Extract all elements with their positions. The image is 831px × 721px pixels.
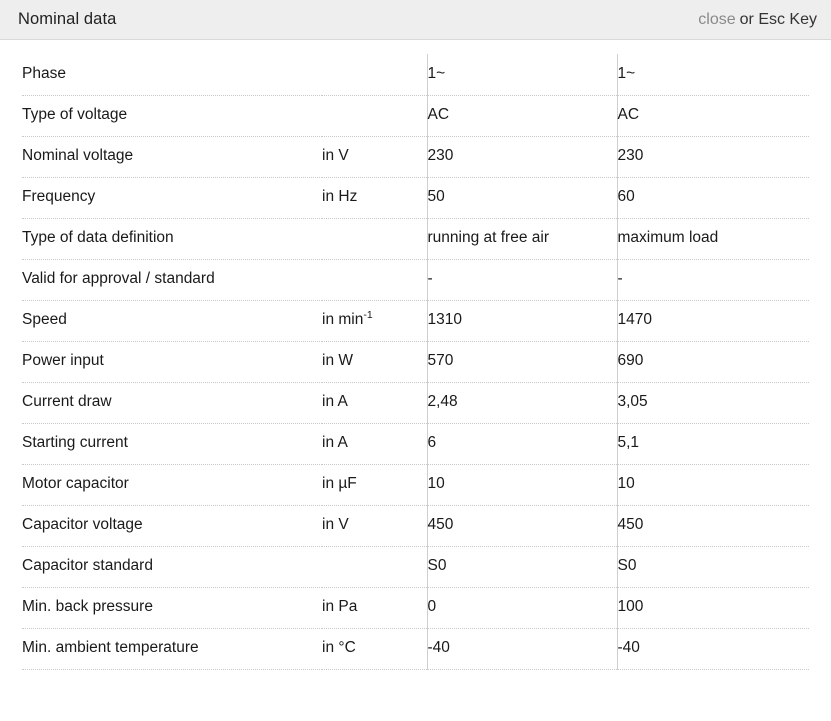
table-row bbox=[22, 423, 809, 464]
row-unit-label: in °C bbox=[322, 628, 427, 669]
row-unit-label: in V bbox=[322, 505, 427, 546]
row-unit-label: in Pa bbox=[322, 587, 427, 628]
row-unit-label: in A bbox=[322, 382, 427, 423]
dialog-header bbox=[0, 0, 831, 40]
row-value-1: 50 bbox=[427, 177, 617, 218]
table-row bbox=[22, 546, 809, 587]
table-row bbox=[22, 54, 809, 95]
row-value-2: 3,05 bbox=[617, 382, 809, 423]
close-button[interactable]: close bbox=[698, 10, 736, 28]
row-unit-label: in A bbox=[322, 423, 427, 464]
row-property-label: Power input bbox=[22, 341, 322, 382]
row-value-1: AC bbox=[427, 95, 617, 136]
row-value-1: - bbox=[427, 259, 617, 300]
row-value-2: 1~ bbox=[617, 54, 809, 95]
row-value-1: 1310 bbox=[427, 300, 617, 341]
row-value-1: 6 bbox=[427, 423, 617, 464]
row-value-1: S0 bbox=[427, 546, 617, 587]
row-value-2: 60 bbox=[617, 177, 809, 218]
row-value-1: 570 bbox=[427, 341, 617, 382]
row-value-2: S0 bbox=[617, 546, 809, 587]
row-property-label: Capacitor standard bbox=[22, 546, 322, 587]
row-property-label: Min. back pressure bbox=[22, 587, 322, 628]
row-value-2: 450 bbox=[617, 505, 809, 546]
row-property-label: Starting current bbox=[22, 423, 322, 464]
table-row bbox=[22, 300, 809, 341]
row-property-label: Speed bbox=[22, 300, 322, 341]
row-unit-label: in µF bbox=[322, 464, 427, 505]
row-property-label: Valid for approval / standard bbox=[22, 259, 322, 300]
row-property-label: Min. ambient temperature bbox=[22, 628, 322, 669]
row-value-2: 230 bbox=[617, 136, 809, 177]
close-control bbox=[698, 11, 817, 29]
row-unit-label bbox=[322, 54, 427, 95]
table-row bbox=[22, 382, 809, 423]
table-row bbox=[22, 259, 809, 300]
row-unit-label bbox=[322, 300, 427, 341]
row-value-1: 2,48 bbox=[427, 382, 617, 423]
row-value-1: 230 bbox=[427, 136, 617, 177]
row-unit-label bbox=[322, 95, 427, 136]
row-value-2: AC bbox=[617, 95, 809, 136]
row-unit-label bbox=[322, 218, 427, 259]
row-property-label: Phase bbox=[22, 54, 322, 95]
nominal-data-table-wrapper bbox=[0, 40, 831, 670]
nominal-data-table bbox=[22, 54, 809, 670]
row-value-2: maximum load bbox=[617, 218, 809, 259]
table-row bbox=[22, 177, 809, 218]
row-value-1: -40 bbox=[427, 628, 617, 669]
table-row bbox=[22, 628, 809, 669]
table-row bbox=[22, 341, 809, 382]
row-value-2: 690 bbox=[617, 341, 809, 382]
row-value-2: - bbox=[617, 259, 809, 300]
table-row bbox=[22, 587, 809, 628]
table-row bbox=[22, 136, 809, 177]
row-property-label: Nominal voltage bbox=[22, 136, 322, 177]
row-unit-label: in Hz bbox=[322, 177, 427, 218]
row-property-label: Type of data definition bbox=[22, 218, 322, 259]
row-unit-label: in V bbox=[322, 136, 427, 177]
row-value-2: 100 bbox=[617, 587, 809, 628]
row-value-1: 1~ bbox=[427, 54, 617, 95]
table-row bbox=[22, 464, 809, 505]
unit-base: in min bbox=[322, 311, 364, 329]
table-row bbox=[22, 505, 809, 546]
row-value-2: -40 bbox=[617, 628, 809, 669]
row-property-label: Motor capacitor bbox=[22, 464, 322, 505]
page-title: Nominal data bbox=[18, 10, 117, 28]
row-unit-label bbox=[322, 546, 427, 587]
row-value-2: 5,1 bbox=[617, 423, 809, 464]
row-property-label: Current draw bbox=[22, 382, 322, 423]
row-value-1: running at free air bbox=[427, 218, 617, 259]
row-value-1: 450 bbox=[427, 505, 617, 546]
table-row bbox=[22, 218, 809, 259]
row-value-2: 10 bbox=[617, 464, 809, 505]
row-value-1: 0 bbox=[427, 587, 617, 628]
close-hint-label: or Esc Key bbox=[739, 10, 817, 28]
row-unit-label: in W bbox=[322, 341, 427, 382]
row-value-1: 10 bbox=[427, 464, 617, 505]
row-property-label: Capacitor voltage bbox=[22, 505, 322, 546]
table-row bbox=[22, 95, 809, 136]
row-property-label: Frequency bbox=[22, 177, 322, 218]
row-value-2: 1470 bbox=[617, 300, 809, 341]
row-property-label: Type of voltage bbox=[22, 95, 322, 136]
unit-exponent: -1 bbox=[363, 309, 373, 322]
row-unit-label bbox=[322, 259, 427, 300]
